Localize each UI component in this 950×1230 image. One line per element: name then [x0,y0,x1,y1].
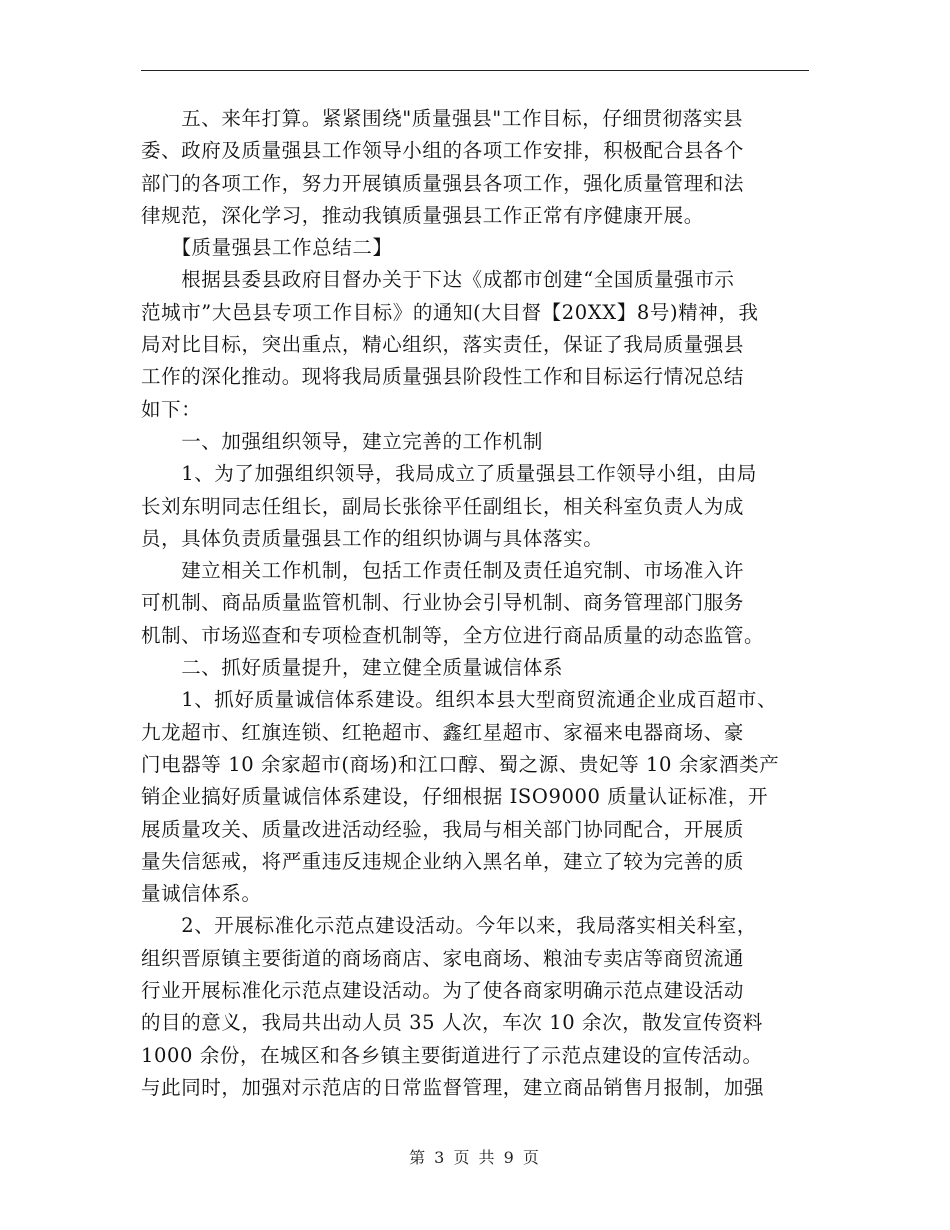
text-line: 展质量攻关、质量改进活动经验，我局与相关部门协同配合，开展质 [141,817,745,841]
text-line: 长刘东明同志任组长，副局长张徐平任副组长，相关科室负责人为成 [141,494,745,518]
text-line: 根据县委县政府目督办关于下达《成都市创建“全国质量强市示 [141,268,735,292]
text-line: 量失信惩戒，将严重违反违规企业纳入黑名单，建立了较为完善的质 [141,849,745,873]
text-line: 量诚信体系。 [141,882,262,906]
document-body [141,103,821,1104]
section-heading: 二、抓好质量提升，建立健全质量诚信体系 [141,656,564,680]
text-line: 1000 余份，在城区和各乡镇主要街道进行了示范点建设的宣传活动。 [141,1043,763,1067]
text-line: 如下： [141,397,202,421]
text-line: 行业开展标准化示范点建设活动。为了使各商家明确示范点建设活动 [141,979,745,1003]
text-line: 门电器等 10 余家超市(商场)和江口醇、蜀之源、贵妃等 10 余家酒类产 [141,752,780,776]
text-line: 部门的各项工作，努力开展镇质量强县各项工作，强化质量管理和法 [141,171,745,195]
text-line: 局对比目标，突出重点，精心组织，落实责任，保证了我局质量强县 [141,333,745,357]
text-line: 工作的深化推动。现将我局质量强县阶段性工作和目标运行情况总结 [141,365,745,389]
text-line: 组织晋原镇主要街道的商场商店、家电商场、粮油专卖店等商贸流通 [141,946,745,970]
text-line: 建立相关工作机制，包括工作责任制及责任追究制、市场准入许 [141,559,745,583]
text-line: 员，具体负责质量强县工作的组织协调与具体落实。 [141,526,604,550]
text-line: 1、为了加强组织领导，我局成立了质量强县工作领导小组，由局 [141,462,758,486]
text-line: 可机制、商品质量监管机制、行业协会引导机制、商务管理部门服务 [141,591,745,615]
section-heading: 【质量强县工作总结二】 [141,236,393,260]
section-heading: 一、加强组织领导，建立完善的工作机制 [141,429,544,453]
page-number: 第 3 页 共 9 页 [409,1148,541,1167]
text-line: 律规范，深化学习，推动我镇质量强县工作正常有序健康开展。 [141,203,704,227]
text-line: 范城市”大邑县专项工作目标》的通知(大目督【20XX】8号)精神，我 [141,300,759,324]
text-line: 委、政府及质量强县工作领导小组的各项工作安排，积极配合县各个 [141,139,745,163]
text-line: 与此同时，加强对示范店的日常监督管理，建立商品销售月报制，加强 [141,1075,765,1099]
text-line: 销企业搞好质量诚信体系建设，仔细根据 ISO9000 质量认证标准，开 [141,785,769,809]
text-line: 五、来年打算。紧紧围绕"质量强县"工作目标，仔细贯彻落实县 [141,107,744,130]
text-line: 2、开展标准化示范点建设活动。今年以来，我局落实相关科室， [141,914,758,938]
text-line: 机制、市场巡查和专项检查机制等，全方位进行商品质量的动态监管。 [141,623,765,647]
text-line: 的目的意义，我局共出动人员 35 人次，车次 10 余次，散发宣传资料 [141,1011,763,1035]
text-line: 九龙超市、红旗连锁、红艳超市、鑫红星超市、家福来电器商场、豪 [141,720,745,744]
header-rule [141,70,809,71]
text-line: 1、抓好质量诚信体系建设。组织本县大型商贸流通企业成百超市、 [141,688,778,712]
